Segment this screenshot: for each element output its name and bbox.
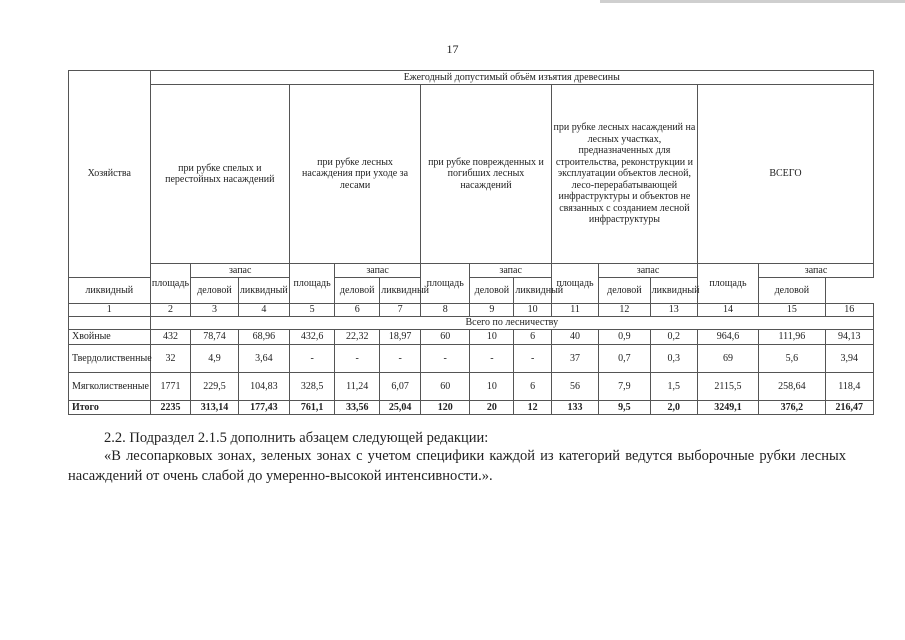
table-cell: - (470, 345, 514, 373)
table-cell: - (514, 345, 552, 373)
table-cell: 22,32 (335, 330, 380, 345)
table-cell: 0,9 (599, 330, 651, 345)
table-cell: 32 (150, 345, 191, 373)
header-row-1 (69, 71, 874, 85)
table-cell: - (335, 345, 380, 373)
header-business-2: деловой (335, 278, 380, 304)
table-cell: 313,14 (191, 401, 238, 415)
header-area-5: площадь (697, 264, 758, 304)
table-cell: 258,64 (759, 373, 826, 401)
section-blank (69, 317, 151, 330)
table-cell: 56 (551, 373, 598, 401)
header-group-4: при рубке лесных насаждений на лесных участках, предназначенных для строительства, реконструкции и эксплуатации объектов лесной, лесо-перерабатывающей инфраструктуры и объектов не связанных с созданием лесной инфраструктуры (551, 85, 697, 264)
table-cell: 10 (470, 373, 514, 401)
table-cell: - (421, 345, 470, 373)
table-cell: 78,74 (191, 330, 238, 345)
header-group-2: при рубке лесных насаждения при уходе за лесами (290, 85, 421, 264)
table-cell: 69 (697, 345, 758, 373)
header-stock-2: запас (335, 264, 421, 278)
column-numbers (69, 304, 874, 317)
column-number: 11 (551, 304, 598, 317)
table-cell: 68,96 (238, 330, 290, 345)
table-cell: 3,94 (825, 345, 873, 373)
header-annual-volume: Ежегодный допустимый объём изъятия древесины (150, 71, 873, 85)
table-cell: 5,6 (759, 345, 826, 373)
table-cell: - (380, 345, 421, 373)
table-row (69, 373, 874, 401)
column-number: 4 (238, 304, 290, 317)
table-cell: 104,83 (238, 373, 290, 401)
table-cell: 177,43 (238, 401, 290, 415)
column-number: 3 (191, 304, 238, 317)
column-number: 7 (380, 304, 421, 317)
header-liquid-3: ликвидный (380, 278, 421, 304)
column-number: 1 (69, 304, 151, 317)
table-cell: - (290, 345, 335, 373)
column-number: 13 (650, 304, 697, 317)
table-cell: 11,24 (335, 373, 380, 401)
header-stock-5: запас (759, 264, 874, 278)
header-stock-1: запас (191, 264, 290, 278)
table-cell: 3,64 (238, 345, 290, 373)
table-cell: 60 (421, 373, 470, 401)
header-row-3 (69, 264, 874, 278)
header-stock-4: запас (599, 264, 698, 278)
table-cell: 216,47 (825, 401, 873, 415)
column-number: 15 (759, 304, 826, 317)
table-row (69, 401, 874, 415)
paragraph-body: «В лесопарковых зонах, зеленых зонах с учетом специфики каждой из категорий ведутся выборочные рубки лесных насаждений от очень слабой до умеренно-высокой интенсивности.». (68, 448, 846, 484)
header-group-3: при рубке поврежденных и погибших лесных насаждений (421, 85, 552, 264)
scan-edge (600, 0, 905, 3)
column-number: 5 (290, 304, 335, 317)
column-number: 16 (825, 304, 873, 317)
data-rows (69, 330, 874, 415)
section-title: Всего по лесничеству (150, 317, 873, 330)
table-cell: 60 (421, 330, 470, 345)
table-cell: 6 (514, 373, 552, 401)
column-number: 10 (514, 304, 552, 317)
table-cell: 25,04 (380, 401, 421, 415)
table-cell: 118,4 (825, 373, 873, 401)
table-row (69, 330, 874, 345)
table-cell: 33,56 (335, 401, 380, 415)
table-cell: 328,5 (290, 373, 335, 401)
table-cell: 1771 (150, 373, 191, 401)
table-cell: 376,2 (759, 401, 826, 415)
table-cell: 10 (470, 330, 514, 345)
table-cell: 37 (551, 345, 598, 373)
header-business-1: деловой (191, 278, 238, 304)
column-number: 9 (470, 304, 514, 317)
table-cell: 0,2 (650, 330, 697, 345)
table-cell: 2115,5 (697, 373, 758, 401)
timber-volume-table (68, 70, 874, 415)
table-cell: 20 (470, 401, 514, 415)
table-cell: 1,5 (650, 373, 697, 401)
header-business-3: деловой (470, 278, 514, 304)
header-liquid-5: ликвидный (650, 278, 697, 304)
table-cell: 2235 (150, 401, 191, 415)
section-row (69, 317, 874, 330)
table-cell: 120 (421, 401, 470, 415)
table-cell: 133 (551, 401, 598, 415)
column-number: 2 (150, 304, 191, 317)
table-row (69, 345, 874, 373)
table-cell: 0,3 (650, 345, 697, 373)
header-stock-3: запас (470, 264, 552, 278)
table-cell: 12 (514, 401, 552, 415)
header-liquid-1: ликвидный (69, 278, 151, 304)
table-cell: 432 (150, 330, 191, 345)
header-row-2 (69, 85, 874, 264)
header-farms: Хозяйства (69, 71, 151, 278)
table-cell: 18,97 (380, 330, 421, 345)
column-number: 12 (599, 304, 651, 317)
column-number: 6 (335, 304, 380, 317)
table-cell: 964,6 (697, 330, 758, 345)
table-cell: 6 (514, 330, 552, 345)
header-area-3: площадь (421, 264, 470, 304)
header-area-2: площадь (290, 264, 335, 304)
header-liquid-2: ликвидный (238, 278, 290, 304)
header-area-4: площадь (551, 264, 598, 304)
table-cell: 2,0 (650, 401, 697, 415)
column-number: 8 (421, 304, 470, 317)
row-label: Твердолиственные (69, 345, 151, 373)
paragraph-heading: 2.2. Подраздел 2.1.5 дополнить абзацем следующей редакции: (104, 430, 489, 446)
row-label: Хвойные (69, 330, 151, 345)
column-number-row (69, 304, 874, 317)
table-cell: 761,1 (290, 401, 335, 415)
table-cell: 94,13 (825, 330, 873, 345)
page-number: 17 (446, 42, 459, 56)
table-cell: 0,7 (599, 345, 651, 373)
table-cell: 6,07 (380, 373, 421, 401)
table-cell: 229,5 (191, 373, 238, 401)
table-cell: 40 (551, 330, 598, 345)
header-liquid-4: ликвидный (514, 278, 552, 304)
table-cell: 4,9 (191, 345, 238, 373)
header-group-5: ВСЕГО (697, 85, 873, 264)
table-cell: 9,5 (599, 401, 651, 415)
header-area-1: площадь (150, 264, 191, 304)
table-cell: 111,96 (759, 330, 826, 345)
table-cell: 7,9 (599, 373, 651, 401)
header-group-1: при рубке спелых и перестойных насаждений (150, 85, 290, 264)
table-cell: 432,6 (290, 330, 335, 345)
row-label: Итого (69, 401, 151, 415)
header-business-4: деловой (599, 278, 651, 304)
table-cell: 3249,1 (697, 401, 758, 415)
column-number: 14 (697, 304, 758, 317)
row-label: Мягколиственные (69, 373, 151, 401)
header-business-5: деловой (759, 278, 826, 304)
